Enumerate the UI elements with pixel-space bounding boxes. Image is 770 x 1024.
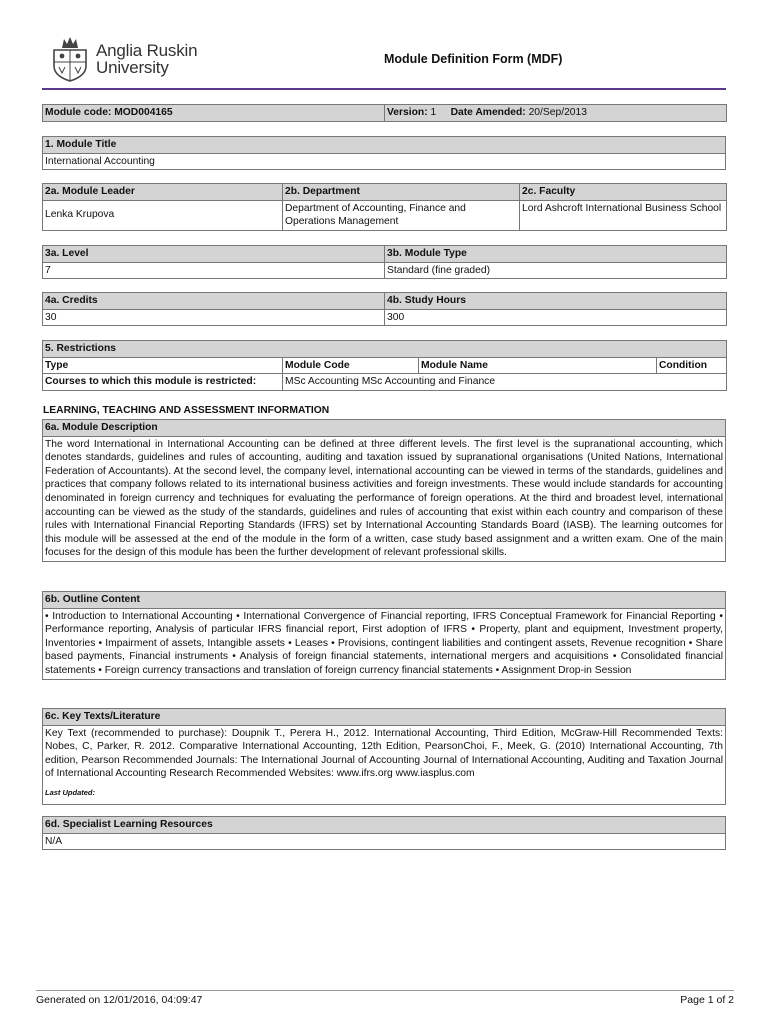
page-number: Page 1 of 2 [680, 994, 734, 1006]
credits-value: 30 [43, 309, 385, 326]
level-label: 3a. Level [43, 246, 385, 263]
title-divider [42, 88, 726, 90]
module-title-table [42, 136, 726, 170]
study-hours-label: 4b. Study Hours [385, 293, 727, 310]
lta-heading: LEARNING, TEACHING AND ASSESSMENT INFORMATION [43, 405, 330, 416]
university-logo [50, 36, 210, 82]
outline-content-text: • Introduction to International Accounting • International Convergence of Financial reporting, IFRS Conceptual Framework for Financial Reporting • Performance reporting, Analysis of particular IFRS financial report, First adoption of IFRS • Property, plant and equipment, Investment property, Inventories • Impairment of assets, Intangible assets • Leases • Provisions, contingent liabilities and contingent assets, Revenue recognition • Share based payments, Financial instruments • Analysis of foreign financial statements, international mergers and acquisitions • Consolidated financial statements • Foreign currency transactions and translation of foreign currency financial statements • Assignment Drop-in Session [43, 608, 726, 679]
restriction-row-value: MSc Accounting MSc Accounting and Finance [283, 374, 727, 391]
key-texts-table [42, 708, 726, 805]
learning-resources-label: 6d. Specialist Learning Resources [43, 817, 726, 834]
module-type-value: Standard (fine graded) [385, 262, 727, 279]
col-condition: Condition [657, 357, 727, 374]
key-texts-label: 6c. Key Texts/Literature [43, 709, 726, 726]
faculty-label: 2c. Faculty [520, 184, 727, 201]
module-description-table [42, 419, 726, 562]
version-date [385, 105, 727, 122]
restrictions-label: 5. Restrictions [43, 341, 727, 358]
module-description-text: The word International in International Accounting can be defined at three different levels. The first level is the supranational accounting, which denotes standards, guidelines and rules of accounting, auditing and taxation issued by supranational organisations (United Nations, International Federation of Accountants). At the second level, the company level, international accounting can be viewed in terms of the standards, guidelines and practices that company follows related to its international business activities and foreign investments. These would include standards for accounting denominated in foreign currency and techniques for evaluating the performance of foreign operations. At the third and broadest level, international accounting can be viewed as the study of the standards, guidelines and rules of accounting that exist within each country and comparison of these rules with International Financial Reporting Standards (IFRS) set by International Accounting Standards Board (IASB). The learning outcomes for this module will be assessed at the end of the module in the form of a written, case study based assignment and a written exam. One of the main focuses for the design of this module has been the further development of relevant professional skills. [43, 436, 726, 561]
col-module-name: Module Name [419, 357, 657, 374]
date-label: Date Amended: [450, 107, 526, 118]
module-title-value: International Accounting [43, 153, 726, 170]
col-type: Type [43, 357, 283, 374]
leader-label: 2a. Module Leader [43, 184, 283, 201]
generated-timestamp: Generated on 12/01/2016, 04:09:47 [36, 994, 203, 1006]
faculty-value: Lord Ashcroft International Business School [520, 200, 727, 230]
form-title: Module Definition Form (MDF) [384, 52, 563, 66]
leader-value: Lenka Krupova [43, 200, 283, 230]
module-code: Module code: MOD004165 [43, 105, 385, 122]
module-description-label: 6a. Module Description [43, 420, 726, 437]
version-label: Version: [387, 107, 428, 118]
col-module-code: Module Code [283, 357, 419, 374]
key-texts-text: Key Text (recommended to purchase): Doupnik T., Perera H., 2012. International Accounting, Third Edition, McGraw-Hill Recommended Texts: Nobes, C, Parker, R. 2012. Comparative International Accounting, 12th Edition, PearsonChoi, F., Meek, G. (2010) International Accounting, 7th edition, Pearson Recommended Journals: The International Journal of Accounting Journal of International Accounting, Auditing and Taxation Journal of International Accounting Research Recommended Websites: www.ifrs.org www.iasplus.com [45, 727, 723, 780]
footer-divider [36, 990, 734, 991]
logo-line1: Anglia Ruskin [96, 41, 198, 60]
restrictions-table [42, 340, 727, 391]
crest-icon [50, 36, 90, 82]
outline-content-label: 6b. Outline Content [43, 592, 726, 609]
module-title-label: 1. Module Title [43, 137, 726, 154]
learning-resources-value: N/A [43, 833, 726, 850]
version-value: 1 [430, 107, 437, 118]
logo-line2: University [96, 58, 169, 77]
department-value: Department of Accounting, Finance and Operations Management [283, 200, 520, 230]
date-value: 20/Sep/2013 [528, 107, 587, 118]
study-hours-value: 300 [385, 309, 727, 326]
module-meta-table [42, 104, 727, 122]
credits-label: 4a. Credits [43, 293, 385, 310]
key-texts-cell [43, 725, 726, 804]
outline-content-table [42, 591, 726, 680]
department-label: 2b. Department [283, 184, 520, 201]
level-value: 7 [43, 262, 385, 279]
level-table [42, 245, 727, 279]
module-type-label: 3b. Module Type [385, 246, 727, 263]
last-updated-label: Last Updated: [45, 787, 96, 797]
module-leader-table [42, 183, 727, 231]
restriction-row-label: Courses to which this module is restricted: [43, 374, 283, 391]
learning-resources-table [42, 816, 726, 850]
credits-table [42, 292, 727, 326]
